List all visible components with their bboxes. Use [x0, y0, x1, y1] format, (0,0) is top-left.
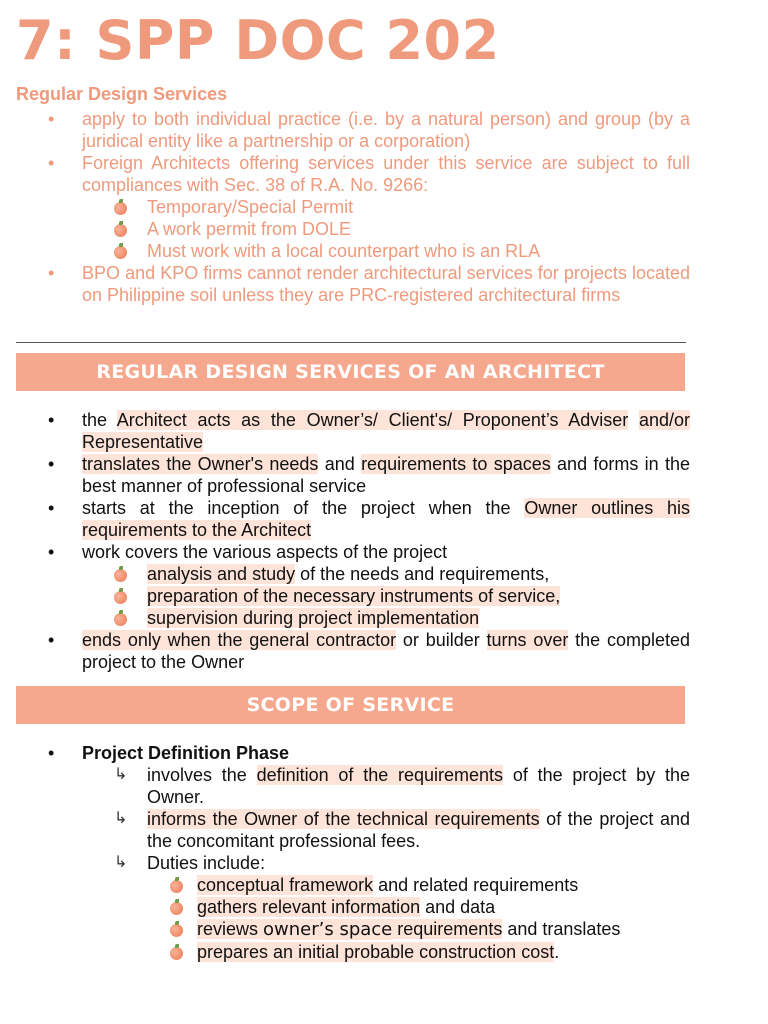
document-title: 7: SPP DOC 202 — [16, 9, 500, 72]
list-subitem: ↳ Duties include: — [114, 853, 266, 873]
curved-arrow-icon: ↳ — [114, 854, 128, 871]
list-subitem: analysis and study of the needs and requirements, — [16, 563, 690, 585]
bullet-icon: • — [48, 743, 55, 763]
list-item: • the Architect acts as the Owner’s/ Client's/ Proponent’s Adviser and/or Representative — [48, 410, 690, 452]
section-banner-regular-design: REGULAR DESIGN SERVICES OF AN ARCHITECT — [16, 353, 685, 391]
curved-arrow-icon: ↳ — [114, 766, 128, 783]
peach-icon — [170, 941, 183, 963]
intro-list — [16, 108, 690, 306]
list-subitem: preparation of the necessary instruments of service, — [16, 585, 690, 607]
peach-icon — [170, 896, 183, 918]
list-item: • translates the Owner's needs and requirements to spaces and forms in the best manner of professional service — [48, 454, 690, 496]
list-subitem: Must work with a local counterpart who is an RLA — [16, 240, 690, 262]
list-subitem: conceptual framework and related requirements — [16, 874, 690, 896]
list-subitem: reviews owner’s space requirements and translates — [16, 918, 690, 941]
list-item: • Project Definition Phase — [48, 743, 290, 763]
regular-design-list — [16, 409, 690, 673]
bullet-icon: • — [48, 454, 55, 474]
bullet-icon: • — [48, 410, 55, 430]
peach-icon — [114, 218, 127, 240]
list-item: • apply to both individual practice (i.e. by a natural person) and group (by a juridical entity like a partnership or a corporation) — [48, 109, 690, 151]
list-subitem: ↳ informs the Owner of the technical requirements of the project and the concomitant professional fees. — [114, 809, 690, 851]
bullet-icon: • — [48, 542, 55, 562]
list-subitem: ↳ involves the definition of the requirements of the project by the Owner. — [114, 765, 690, 807]
list-item: • work covers the various aspects of the project — [48, 542, 448, 562]
list-subitem: supervision during project implementation — [16, 607, 690, 629]
bullet-icon: • — [48, 498, 55, 518]
divider — [16, 342, 686, 343]
section-subheading: Regular Design Services — [16, 84, 228, 104]
peach-icon — [114, 196, 127, 218]
list-subitem: prepares an initial probable construction cost. — [16, 941, 690, 963]
peach-icon — [170, 874, 183, 896]
bullet-icon: • — [48, 153, 55, 173]
curved-arrow-icon: ↳ — [114, 810, 128, 827]
peach-icon — [114, 607, 127, 629]
list-item: • ends only when the general contractor or builder turns over the completed project to the Owner — [48, 630, 690, 672]
bullet-icon: • — [48, 263, 55, 283]
list-item: • Foreign Architects offering services under this service are subject to full compliances with Sec. 38 of R.A. No. 9266: — [48, 153, 690, 195]
bullet-icon: • — [48, 630, 55, 650]
list-subitem: A work permit from DOLE — [16, 218, 690, 240]
bullet-icon: • — [48, 109, 55, 129]
peach-icon — [114, 240, 127, 262]
peach-icon — [114, 563, 127, 585]
list-item: • starts at the inception of the project when the Owner outlines his requirements to the Architect — [48, 498, 690, 540]
section-banner-scope: SCOPE OF SERVICE — [16, 686, 685, 724]
list-subitem: gathers relevant information and data — [16, 896, 690, 918]
scope-list — [16, 742, 690, 963]
peach-icon — [170, 918, 183, 940]
peach-icon — [114, 585, 127, 607]
list-item: • BPO and KPO firms cannot render architectural services for projects located on Philippine soil unless they are PRC-registered architectural firms — [48, 263, 690, 305]
list-subitem: Temporary/Special Permit — [16, 196, 690, 218]
